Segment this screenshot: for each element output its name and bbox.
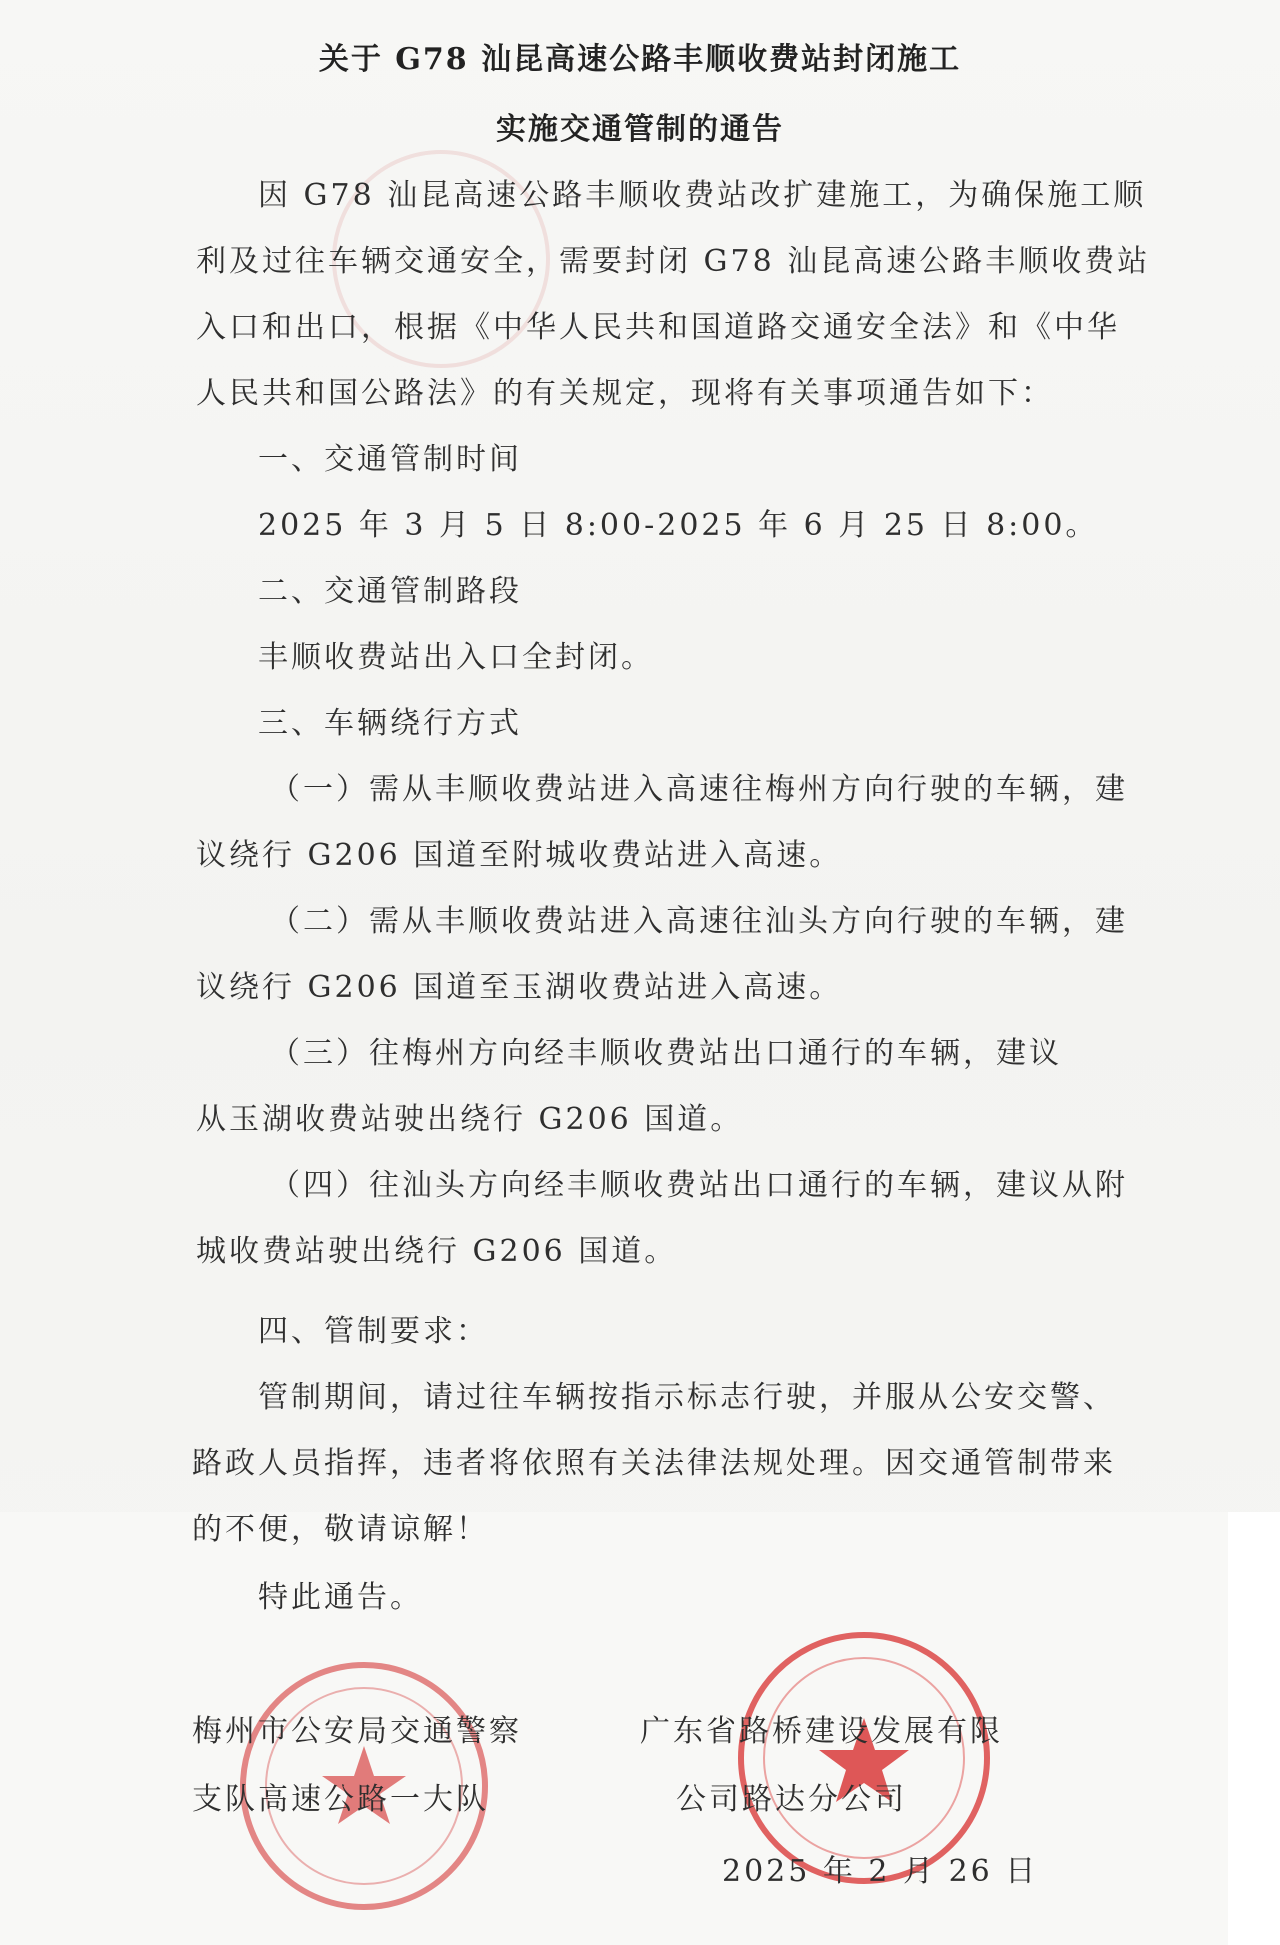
issuer-left-line2: 支队高速公路一大队 — [192, 1782, 489, 1817]
issuer-right-line2: 公司路达分公司 — [676, 1782, 907, 1817]
intro-line: 入口和出口，根据《中华人民共和国道路交通安全法》和《中华 — [196, 310, 1120, 345]
closing-text: 特此通告。 — [258, 1580, 423, 1615]
issue-date: 2025 年 2 月 26 日 — [722, 1854, 1039, 1889]
notice-title-line1: 关于 G78 汕昆高速公路丰顺收费站封闭施工 — [318, 42, 962, 77]
section1-body: 2025 年 3 月 5 日 8:00-2025 年 6 月 25 日 8:00。 — [258, 508, 1099, 543]
detour-item-line2: 城收费站驶出绕行 G206 国道。 — [196, 1234, 678, 1269]
section1-heading: 一、交通管制时间 — [258, 442, 522, 477]
section2-body: 丰顺收费站出入口全封闭。 — [258, 640, 654, 675]
detour-item-line1: （一）需从丰顺收费站进入高速往梅州方向行驶的车辆，建 — [270, 772, 1128, 807]
detour-item-line1: （二）需从丰顺收费站进入高速往汕头方向行驶的车辆，建 — [270, 904, 1128, 939]
section2-heading: 二、交通管制路段 — [258, 574, 522, 609]
section4-line: 路政人员指挥，违者将依照有关法律法规处理。因交通管制带来 — [192, 1446, 1116, 1481]
section4-heading: 四、管制要求： — [258, 1314, 489, 1349]
intro-line: 人民共和国公路法》的有关规定，现将有关事项通告如下： — [196, 376, 1054, 411]
detour-item-line1: （三）往梅州方向经丰顺收费站出口通行的车辆，建议 — [270, 1036, 1062, 1071]
intro-line: 利及过往车辆交通安全，需要封闭 G78 汕昆高速公路丰顺收费站 — [196, 244, 1151, 279]
detour-item-line2: 从玉湖收费站驶出绕行 G206 国道。 — [196, 1102, 744, 1137]
section4-line: 的不便，敬请谅解！ — [192, 1512, 489, 1547]
notice-title-line2: 实施交通管制的通告 — [496, 112, 784, 147]
detour-item-line2: 议绕行 G206 国道至附城收费站进入高速。 — [196, 838, 843, 873]
scan-edge — [1228, 1512, 1280, 1945]
issuer-left-line1: 梅州市公安局交通警察 — [192, 1714, 522, 1749]
issuer-right-line1: 广东省路桥建设发展有限 — [640, 1714, 1003, 1749]
detour-item-line1: （四）往汕头方向经丰顺收费站出口通行的车辆，建议从附 — [270, 1168, 1128, 1203]
section4-line: 管制期间，请过往车辆按指示标志行驶，并服从公安交警、 — [258, 1380, 1116, 1415]
section3-heading: 三、车辆绕行方式 — [258, 706, 522, 741]
intro-line: 因 G78 汕昆高速公路丰顺收费站改扩建施工，为确保施工顺 — [258, 178, 1147, 213]
detour-item-line2: 议绕行 G206 国道至玉湖收费站进入高速。 — [196, 970, 843, 1005]
